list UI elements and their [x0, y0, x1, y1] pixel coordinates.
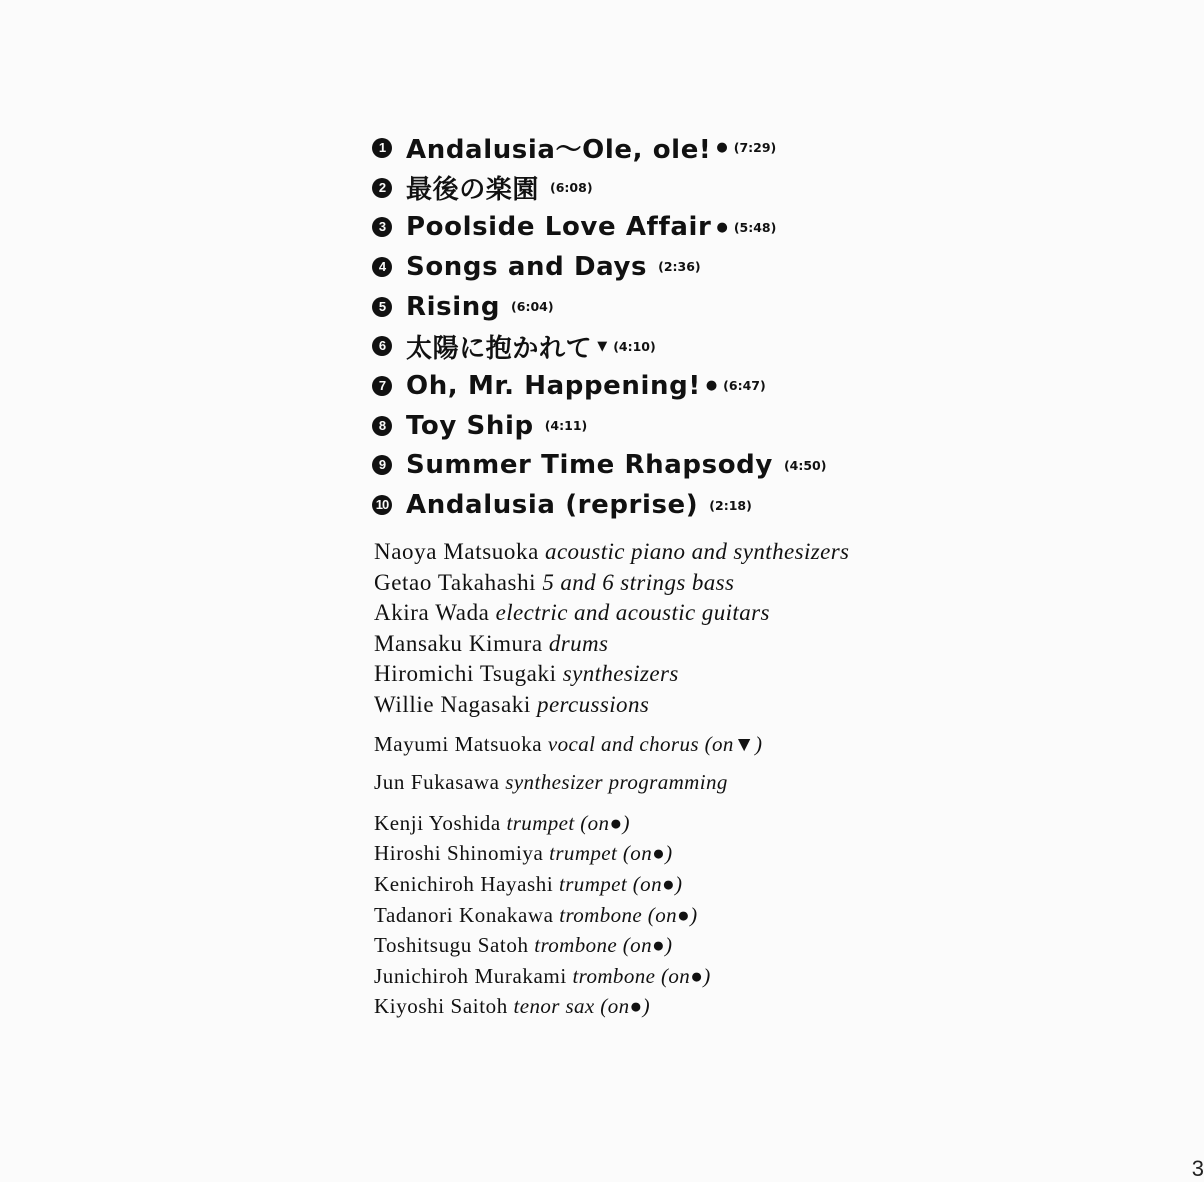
musician-name: Akira Wada [374, 600, 490, 626]
track-duration: (2:36) [658, 259, 701, 275]
track-duration: (4:10) [613, 338, 656, 354]
track-item [372, 446, 826, 486]
musician-role: trumpet (on●) [549, 841, 673, 866]
track-item [372, 247, 826, 287]
musician-name: Tadanori Konakawa [374, 902, 554, 927]
track-duration: (2:18) [709, 497, 752, 513]
track-title: Rising [406, 291, 501, 322]
track-duration: (5:48) [733, 219, 777, 235]
credit-line [374, 598, 849, 629]
track-item [372, 168, 826, 208]
track-item [372, 326, 826, 366]
credits-programming-group [374, 767, 849, 798]
track-item [372, 128, 826, 168]
track-number: 8 [372, 416, 392, 436]
musician-role: vocal and chorus (on▼) [547, 731, 763, 756]
track-title: 太陽に抱かれて [406, 333, 593, 364]
musician-role: trombone (on●) [572, 963, 711, 988]
track-number: 10 [372, 495, 392, 515]
musician-name: Naoya Matsuoka [374, 539, 539, 564]
track-number: 5 [372, 297, 392, 317]
credit-line [374, 900, 849, 931]
musician-name: Kiyoshi Saitoh [374, 994, 508, 1019]
credits-vocal-group [374, 729, 849, 760]
credit-line [374, 537, 849, 568]
track-title: Andalusia (reprise) [406, 490, 699, 521]
credits-main-group [374, 537, 849, 721]
track-title: Oh, Mr. Happening! [406, 370, 701, 401]
track-item [372, 366, 826, 406]
credit-line [374, 659, 849, 690]
track-mark: ▼ [597, 338, 608, 354]
musician-name: Toshitsugu Satoh [374, 933, 529, 958]
track-number: 7 [372, 376, 392, 396]
credits-horns-group [374, 808, 849, 1022]
page-number: 3 [1191, 1156, 1204, 1181]
credit-line [374, 808, 849, 839]
credit-line [374, 690, 849, 721]
track-mark: ● [716, 219, 728, 235]
credit-line [374, 930, 849, 961]
track-item [372, 287, 826, 327]
musician-role: 5 and 6 strings bass [542, 569, 735, 595]
musician-role: percussions [537, 691, 650, 717]
musician-name: Getao Takahashi [374, 569, 537, 595]
credit-line [374, 568, 849, 599]
musician-name: Hiroshi Shinomiya [374, 841, 544, 866]
track-item [372, 207, 826, 247]
credit-line [374, 629, 849, 660]
track-duration: (7:29) [733, 140, 777, 156]
credit-line [374, 838, 849, 869]
musician-name: Mansaku Kimura [374, 630, 543, 656]
track-duration: (4:11) [544, 418, 588, 434]
musician-name: Junichiroh Murakami [374, 963, 567, 988]
musician-role: electric and acoustic guitars [495, 600, 770, 626]
track-mark: ● [705, 378, 718, 394]
track-item [372, 406, 826, 446]
track-title: 最後の楽園 [406, 175, 540, 206]
credit-line [374, 729, 849, 760]
personnel-credits [374, 537, 849, 1030]
track-title: Summer Time Rhapsody [406, 450, 773, 481]
track-title: Songs and Days [406, 251, 648, 282]
musician-name: Hiromichi Tsugaki [374, 661, 557, 687]
track-duration: (6:08) [550, 180, 593, 196]
musician-role: tenor sax (on●) [513, 994, 650, 1019]
musician-name: Kenji Yoshida [374, 810, 501, 835]
musician-role: drums [548, 630, 609, 656]
credit-line [374, 961, 849, 992]
musician-name: Kenichiroh Hayashi [374, 871, 554, 896]
musician-name: Jun Fukasawa [374, 770, 500, 795]
musician-role: acoustic piano and synthesizers [545, 539, 850, 564]
track-mark: ● [716, 140, 728, 156]
track-item [372, 485, 826, 525]
track-title: Poolside Love Affair [406, 212, 712, 243]
musician-role: synthesizer programming [505, 770, 728, 795]
musician-name: Mayumi Matsuoka [374, 731, 543, 756]
track-duration: (6:47) [723, 378, 766, 394]
track-number: 3 [372, 217, 392, 237]
track-title: Andalusia〜Ole, ole! [406, 135, 712, 166]
track-number: 4 [372, 257, 392, 277]
credit-line [374, 767, 849, 798]
track-number: 1 [372, 138, 392, 158]
credit-line [374, 869, 849, 900]
musician-role: trumpet (on●) [506, 810, 630, 835]
track-number: 2 [372, 178, 392, 198]
track-title: Toy Ship [406, 410, 534, 441]
track-number: 6 [372, 336, 392, 356]
track-list [372, 128, 826, 525]
musician-role: synthesizers [562, 661, 679, 687]
musician-role: trombone (on●) [534, 933, 673, 958]
track-duration: (6:04) [511, 299, 554, 315]
musician-name: Willie Nagasaki [374, 691, 531, 717]
credit-line [374, 991, 849, 1022]
track-duration: (4:50) [783, 457, 827, 473]
musician-role: trombone (on●) [559, 902, 698, 927]
track-number: 9 [372, 455, 392, 475]
musician-role: trumpet (on●) [559, 871, 683, 896]
